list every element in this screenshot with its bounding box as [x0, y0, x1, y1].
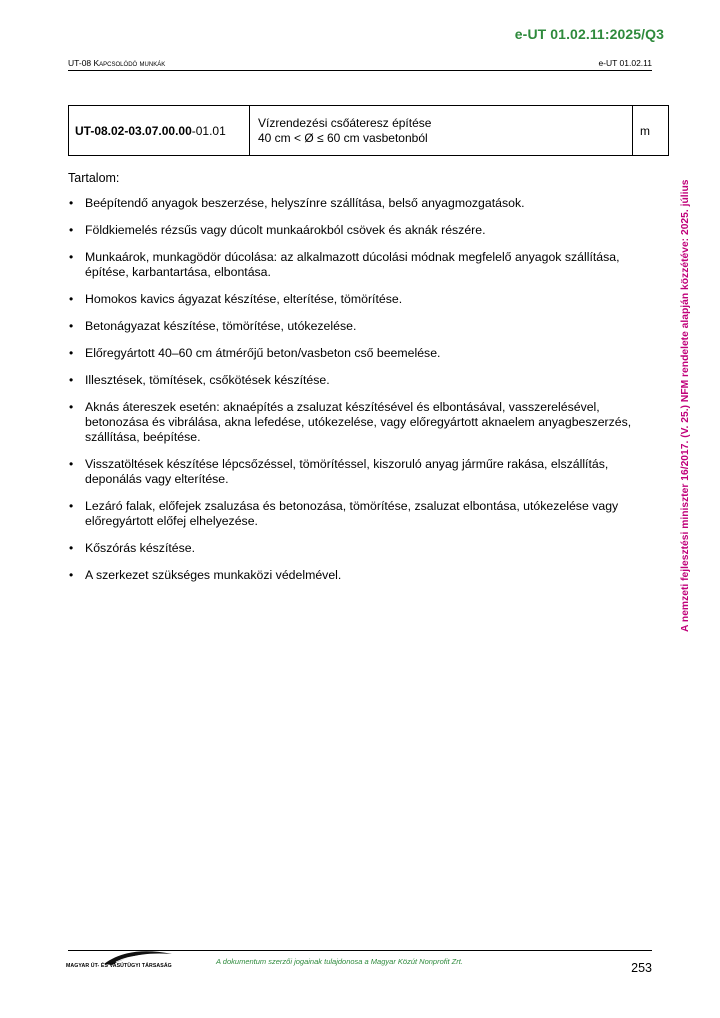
- item-unit-cell: m: [633, 106, 669, 156]
- list-item: • Visszatöltések készítése lépcsőzéssel, tömörítéssel, kiszoruló anyag járműre rakása, elszállítás, deponálás vagy elterítése.: [68, 457, 656, 487]
- item-description-cell: [250, 106, 633, 156]
- list-item: • Kőszórás készítése.: [68, 541, 656, 556]
- table-row: [69, 106, 669, 156]
- list-item: • Betonágyazat készítése, tömörítése, utókezelése.: [68, 319, 656, 334]
- copyright-note: A dokumentum szerzői jogainak tulajdonosa a Magyar Közút Nonprofit Zrt.: [216, 957, 463, 966]
- document-code: e-UT 01.02.11:2025/Q3: [514, 26, 664, 42]
- list-item: • Illesztések, tömítések, csőkötések készítése.: [68, 373, 656, 388]
- list-item: • Beépítendő anyagok beszerzése, helyszínre szállítása, belső anyagmozgatások.: [68, 196, 656, 211]
- item-table: [68, 105, 669, 156]
- content-list: [68, 196, 656, 595]
- page-number: 253: [631, 961, 652, 975]
- list-item: • Előregyártott 40–60 cm átmérőjű beton/vasbeton cső beemelése.: [68, 346, 656, 361]
- list-item: • Lezáró falak, előfejek zsaluzása és betonozása, tömörítése, zsaluzat elbontása, utókezelése vagy előregyártott előfej elhelyezése.: [68, 499, 656, 529]
- item-code-suffix: -01.01: [191, 123, 226, 138]
- item-description-line-2: 40 cm < Ø ≤ 60 cm vasbetonból: [258, 130, 428, 145]
- item-code-cell: [69, 106, 250, 156]
- society-logo: [66, 950, 176, 974]
- content-heading: Tartalom:: [68, 171, 120, 185]
- list-item: • Munkaárok, munkagödör dúcolása: az alkalmazott dúcolási módnak megfelelő anyagok szállítása, építése, karbantartása, elbontása.: [68, 250, 656, 280]
- list-item: • Homokos kavics ágyazat készítése, elterítése, tömörítése.: [68, 292, 656, 307]
- list-item: • Aknás átereszek esetén: aknaépítés a zsaluzat készítésével és elbontásával, vasszerelésével, betonozása és vibrálása, akna lefedése, utókezelése, vagy előregyártott aknaelem anyagbeszerzés, szállítása, beépítése.: [68, 400, 656, 445]
- item-description-line-1: Vízrendezési csőáteresz építése: [258, 115, 432, 130]
- item-code-main: UT-08.02-03.07.00.00: [75, 123, 192, 138]
- society-logo-text: MAGYAR ÚT- ÉS VASÚTÜGYI TÁRSASÁG: [66, 963, 172, 969]
- short-document-code: e-UT 01.02.11: [598, 58, 652, 68]
- running-header: [68, 58, 652, 71]
- list-item: • A szerkezet szükséges munkaközi védelmével.: [68, 568, 656, 583]
- list-item: • Földkiemelés rézsűs vagy dúcolt munkaárokból csövek és aknák részére.: [68, 223, 656, 238]
- publication-side-note: A nemzeti fejlesztési miniszter 16/2017. (V. 25.) NFM rendelete alapján közzétéve: 2025. július: [680, 179, 691, 632]
- section-title: UT-08 Kapcsolódó munkák: [68, 58, 166, 68]
